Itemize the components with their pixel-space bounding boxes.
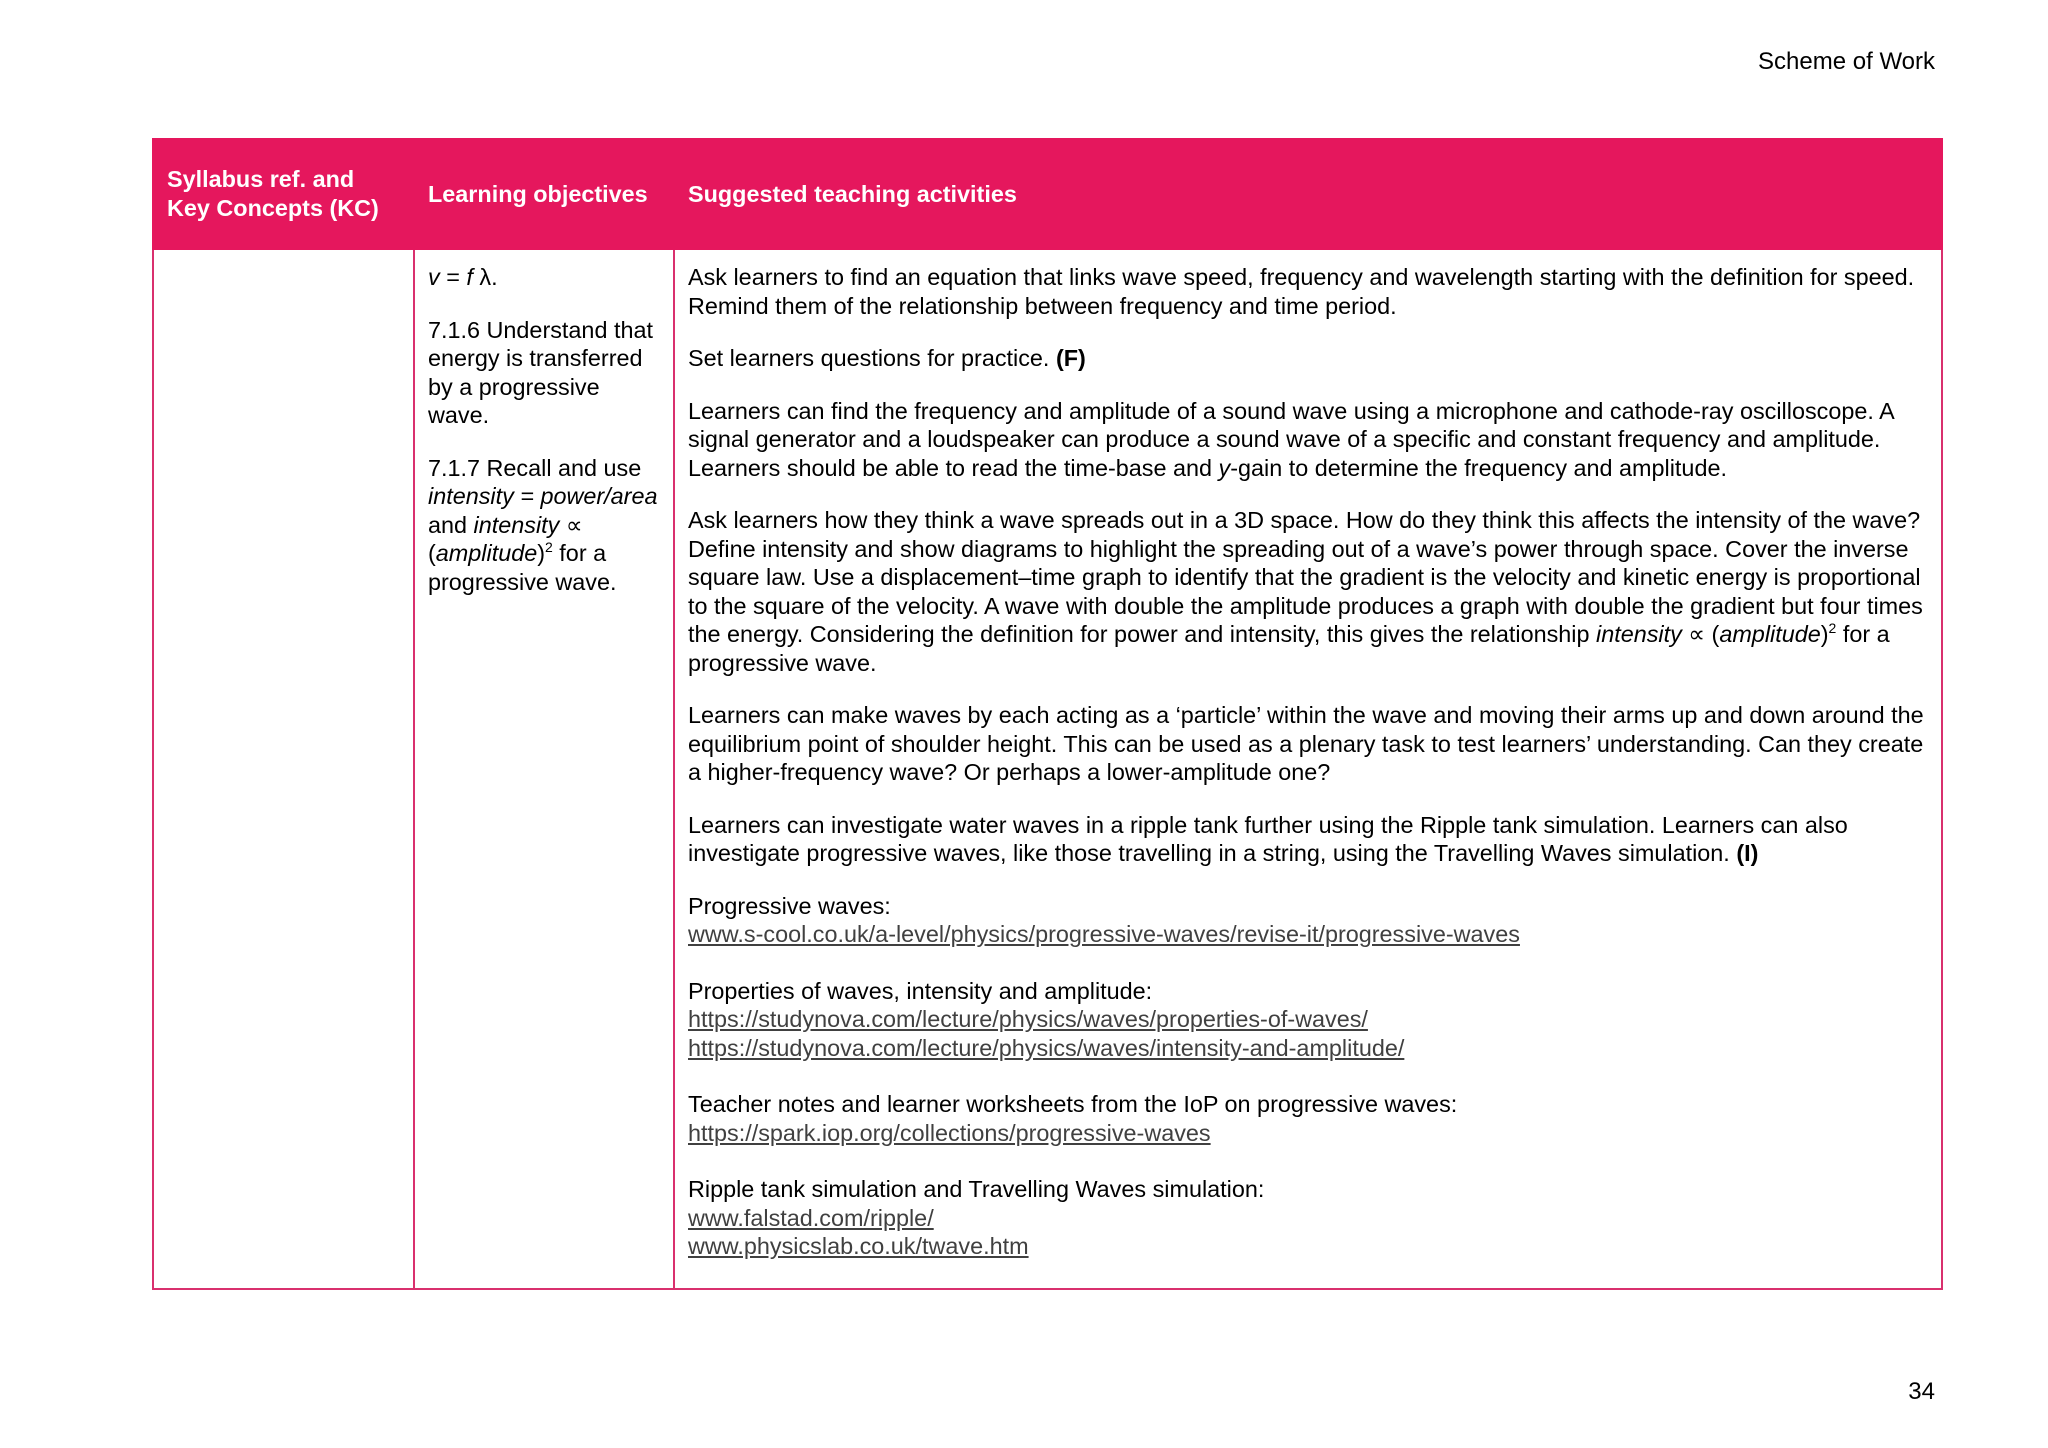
resource-label: Ripple tank simulation and Travelling Waves simulation: — [688, 1176, 1265, 1202]
formative-tag: (F) — [1055, 345, 1086, 371]
resource-link-studynova-intensity[interactable]: https://studynova.com/lecture/physics/waves/intensity-and-amplitude/ — [688, 1034, 1405, 1061]
scheme-of-work-table — [152, 138, 1943, 1290]
p3-b: -gain to determine the frequency and amplitude. — [1230, 454, 1727, 481]
p4-sup: 2 — [1828, 620, 1837, 637]
p4-a: Ask learners how they think a wave spreads out in a 3D space. How do they think this affects the intensity of the wave? Define intensity and show diagrams to highlight the spreading out of a wave’s power through space. Cover the inverse square law. Use a displacement–time graph to identify that the gradient is the velocity and kinetic energy is proportional to the square of the velocity. A wave with double the amplitude produces a graph with double the gradient but four times the energy. Considering the definition for power and intensity, this gives the relationship — [688, 507, 1923, 647]
header-learning-objectives: Learning objectives — [414, 139, 674, 249]
table-row — [153, 249, 1942, 1289]
obj-717-amplitude: amplitude — [435, 540, 538, 566]
p3-y: y — [1218, 454, 1231, 481]
p4-intensity: intensity — [1596, 621, 1682, 647]
activity-paragraph-3 — [688, 397, 1928, 483]
header-teaching-activities: Suggested teaching activities — [674, 139, 1942, 249]
activity-paragraph-1: Ask learners to find an equation that links wave speed, frequency and wavelength starting with the definition for speed. Remind them of the relationship between frequency and time period. — [688, 264, 1915, 319]
learning-objectives-cell — [414, 249, 674, 1289]
activity-paragraph-5: Learners can make waves by each acting as a ‘particle’ within the wave and moving their arms up and down around the equilibrium point of shoulder height. This can be used as a plenary task to test learners’ understanding. Can they create a higher-frequency wave? Or perhaps a lower-amplitude one? — [688, 702, 1924, 785]
p3-a: Learners can find the frequency and amplitude of a sound wave using a microphone and cathode-ray oscilloscope. A signal generator and a loudspeaker can produce a sound wave of a specific and constant frequency and amplitude. Learners should be able to read the time-base and — [688, 397, 1894, 481]
p4-amplitude: amplitude — [1719, 621, 1821, 647]
obj-717-sup: 2 — [545, 539, 553, 556]
resource-link-iop[interactable]: https://spark.iop.org/collections/progressive-waves — [688, 1119, 1211, 1146]
activity-paragraph-6 — [688, 811, 1928, 868]
resource-link-scool[interactable]: www.s-cool.co.uk/a-level/physics/progressive-waves/revise-it/progressive-waves — [688, 921, 1520, 947]
objective-7-1-6: 7.1.6 Understand that energy is transferred by a progressive wave. — [428, 316, 653, 428]
activity-paragraph-2 — [688, 344, 1928, 373]
obj-717-intensity-power: intensity = power/area — [428, 483, 658, 509]
table-header-row — [153, 139, 1942, 249]
p6-text: Learners can investigate water waves in a ripple tank further using the Ripple tank simulation. Learners can also investigate progressive waves, like those travelling in a string, using the Travelling Waves simulation. — [688, 811, 1848, 866]
resource-link-falstad[interactable]: www.falstad.com/ripple/ — [688, 1204, 934, 1231]
resource-simulations — [688, 1175, 1928, 1261]
header-syllabus-ref: Syllabus ref. and Key Concepts (KC) — [153, 139, 414, 249]
resource-label: Teacher notes and learner worksheets from the IoP on progressive waves: — [688, 1091, 1458, 1117]
activity-paragraph-4 — [688, 506, 1928, 677]
obj-717-and: and — [428, 511, 474, 538]
obj-717-close: ) — [537, 540, 546, 566]
resource-link-studynova-properties[interactable]: https://studynova.com/lecture/physics/waves/properties-of-waves/ — [688, 1006, 1368, 1032]
objective-formula — [428, 263, 660, 292]
p4-end: for a progressive wave. — [688, 621, 1890, 676]
obj-717-intensity: intensity — [473, 511, 560, 538]
resource-label: Progressive waves: — [688, 892, 891, 919]
document-header-title: Scheme of Work — [1758, 48, 1935, 75]
objective-7-1-7 — [428, 454, 660, 597]
formula-f: f — [466, 264, 473, 290]
formula-end: λ. — [472, 264, 498, 290]
syllabus-ref-cell — [153, 249, 414, 1289]
p2-text: Set learners questions for practice. — [688, 345, 1056, 371]
formula-v: v — [428, 264, 440, 290]
p4-close: ) — [1820, 621, 1829, 647]
obj-717-start: 7.1.7 Recall and use — [428, 454, 642, 481]
page-number: 34 — [1908, 1378, 1935, 1405]
p4-prop: ∝ ( — [1681, 621, 1720, 647]
independent-tag: (I) — [1736, 840, 1759, 866]
resource-label: Properties of waves, intensity and amplitude: — [688, 977, 1153, 1004]
formula-eq: = — [439, 264, 467, 290]
resource-iop — [688, 1090, 1928, 1147]
resource-link-physicslab[interactable]: www.physicslab.co.uk/twave.htm — [688, 1233, 1029, 1259]
resource-properties-of-waves — [688, 977, 1928, 1063]
teaching-activities-cell — [674, 249, 1942, 1289]
obj-717-end: for a progressive wave. — [428, 540, 617, 595]
obj-717-prop: ∝ ( — [428, 511, 583, 566]
resource-progressive-waves — [688, 892, 1928, 949]
